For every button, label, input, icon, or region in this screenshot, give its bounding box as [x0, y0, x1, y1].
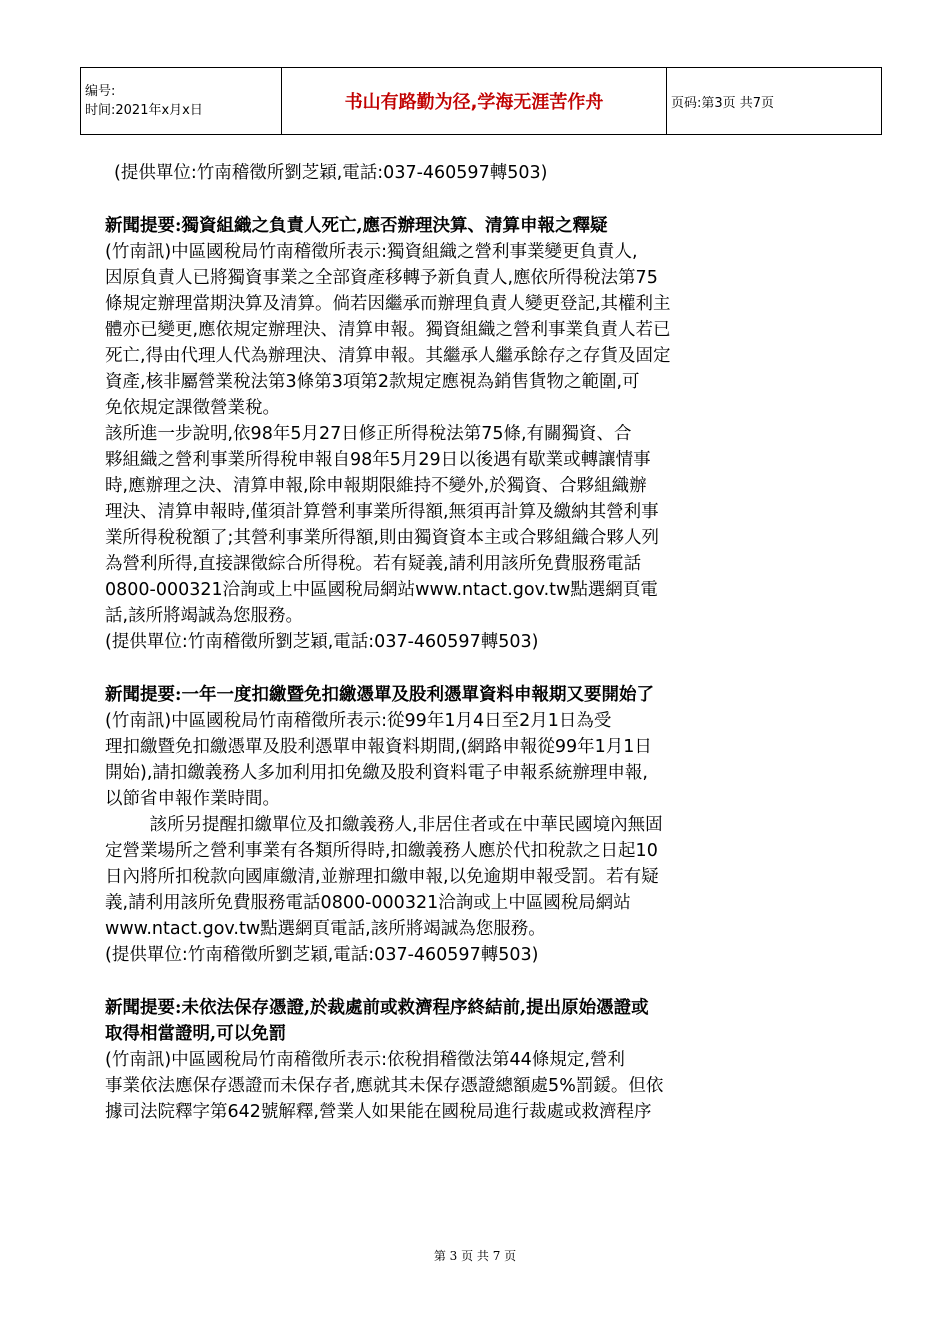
paragraph-line: 以節省申報作業時間。 — [105, 789, 280, 809]
paragraph-line: 義,請利用該所免費服務電話0800-000321洽詢或上中區國稅局網站 — [105, 893, 631, 913]
paragraph-line: 該所進一步說明,依98年5月27日修正所得稅法第75條,有關獨資、合 — [105, 424, 632, 444]
paragraph-line: 為營利所得,直接課徵綜合所得稅。若有疑義,請利用該所免費服務電話 — [105, 554, 642, 574]
paragraph-line: 條規定辦理當期決算及清算。倘若因繼承而辦理負責人變更登記,其權利主 — [105, 294, 671, 314]
source-line: (提供單位:竹南稽徵所劉芝穎,電話:037-460597轉503) — [114, 163, 548, 183]
paragraph-line: (竹南訊)中區國稅局竹南稽徵所表示:依稅捐稽徵法第44條規定,營利 — [105, 1050, 625, 1070]
paragraph-line: 夥組織之營利事業所得稅申報自98年5月29日以後遇有歇業或轉讓情事 — [105, 450, 651, 470]
paragraph-line: 因原負責人已將獨資事業之全部資產移轉予新負責人,應依所得稅法第75 — [105, 268, 658, 288]
paragraph-line: 定營業場所之營利事業有各類所得時,扣繳義務人應於代扣稅款之日起10 — [105, 841, 658, 861]
document-body — [105, 160, 847, 1125]
article-title: 新聞提要:一年一度扣繳暨免扣繳憑單及股利憑單資料申報期又要開始了 — [105, 685, 654, 705]
paragraph-line: 0800-000321洽詢或上中區國稅局網站www.ntact.gov.tw點選網頁電 — [105, 580, 658, 600]
document-time-label: 时间:2021年x月x日 — [85, 103, 203, 118]
paragraph-line: (竹南訊)中區國稅局竹南稽徵所表示:從99年1月4日至2月1日為受 — [105, 711, 612, 731]
source-line: (提供單位:竹南稽徵所劉芝穎,電話:037-460597轉503) — [105, 945, 539, 965]
header-meta — [81, 68, 282, 135]
paragraph-line: 事業依法應保存憑證而未保存者,應就其未保存憑證總額處5%罰鍰。但依 — [105, 1076, 664, 1096]
news-article — [105, 995, 847, 1125]
paragraph-line: 理決、清算申報時,僅須計算營利事業所得額,無須再計算及繳納其營利事 — [105, 502, 659, 522]
paragraph-line: 體亦已變更,應依規定辦理決、清算申報。獨資組織之營利事業負責人若已 — [105, 320, 671, 340]
paragraph-line: 理扣繳暨免扣繳憑單及股利憑單申報資料期間,(網路申報從99年1月1日 — [105, 737, 652, 757]
news-article — [105, 682, 847, 968]
document-number-label: 编号: — [85, 84, 116, 99]
page-header — [80, 67, 882, 135]
paragraph-line: 死亡,得由代理人代為辦理決、清算申報。其繼承人繼承餘存之存貨及固定 — [105, 346, 671, 366]
paragraph-line: (竹南訊)中區國稅局竹南稽徵所表示:獨資組織之營利事業變更負責人, — [105, 242, 638, 262]
paragraph-line: 免依規定課徵營業稅。 — [105, 398, 280, 418]
paragraph-line: 開始),請扣繳義務人多加利用扣免繳及股利資料電子申報系統辦理申報, — [105, 763, 648, 783]
article-title-continued: 取得相當證明,可以免罰 — [105, 1024, 287, 1044]
paragraph-line: 時,應辦理之決、清算申報,除申報期限維持不變外,於獨資、合夥組織辦 — [105, 476, 647, 496]
paragraph-line: www.ntact.gov.tw點選網頁電話,該所將竭誠為您服務。 — [105, 919, 546, 939]
source-line: (提供單位:竹南稽徵所劉芝穎,電話:037-460597轉503) — [105, 632, 539, 652]
page-footer: 第 3 页 共 7 页 — [433, 1249, 517, 1263]
header-page-number: 页码:第3页 共7页 — [667, 68, 882, 135]
header-motto: 书山有路勤为径,学海无涯苦作舟 — [282, 68, 667, 135]
news-article — [105, 213, 847, 655]
paragraph-line: 日內將所扣稅款向國庫繳清,並辦理扣繳申報,以免逾期申報受罰。若有疑 — [105, 867, 659, 887]
paragraph-line: 據司法院釋字第642號解釋,營業人如果能在國稅局進行裁處或救濟程序 — [105, 1102, 652, 1122]
article-title: 新聞提要:未依法保存憑證,於裁處前或救濟程序終結前,提出原始憑證或 — [105, 998, 649, 1018]
paragraph-line: 資產,核非屬營業稅法第3條第3項第2款規定應視為銷售貨物之範圍,可 — [105, 372, 640, 392]
paragraph-line: 業所得稅稅額了;其營利事業所得額,則由獨資資本主或合夥組織合夥人列 — [105, 528, 659, 548]
paragraph-line: 該所另提醒扣繳單位及扣繳義務人,非居住者或在中華民國境內無固 — [105, 815, 663, 835]
paragraph-line: 話,該所將竭誠為您服務。 — [105, 606, 304, 626]
article-title: 新聞提要:獨資組織之負責人死亡,應否辦理決算、清算申報之釋疑 — [105, 216, 608, 236]
